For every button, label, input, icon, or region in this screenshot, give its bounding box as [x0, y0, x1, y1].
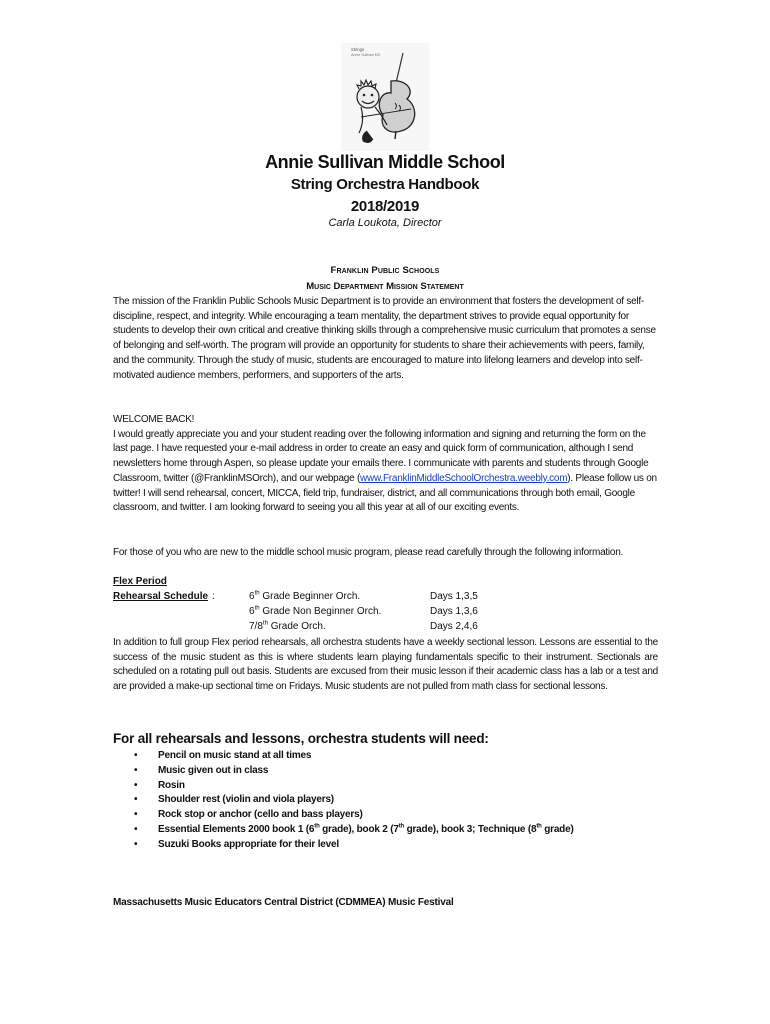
- welcome-text-before-link: I would greatly appreciate you and your student reading over the following information and signing and returning the form on the last page. I have requested your e-mail address in order to create an easy and quick form of communication, although I send newsletters home through Aspen, so please update your emails there. I communicate with parents and students through Google Classroom, twitter (@FranklinMSOrch), and our webpage (: [113, 428, 649, 484]
- schedule-row-grade: 6th Grade Beginner Orch.: [249, 590, 361, 602]
- sectional-text: In addition to full group Flex period rehearsals, all orchestra students have a weekly sectional lesson. Lessons are essential to the success of the music student as this is where students learn playing fundamentals specific to their instrument. Sectionals are scheduled on a rotating pull out basis. Students are excused from their music lesson if their academic class has a lab or a test and are provided a make-up sectional time on Fridays. Music students are not pulled from math class for sectional lessons.: [113, 637, 658, 693]
- bullet-icon: •: [134, 823, 138, 835]
- list-item: • Rock stop or anchor (cello and bass players): [134, 808, 574, 823]
- bullet-icon: •: [134, 764, 138, 776]
- school-year: 2018/2019: [350, 198, 420, 215]
- cello-player-cartoon-icon: [341, 43, 429, 151]
- rehearsal-schedule-colon: :: [212, 591, 215, 602]
- welcome-section: [113, 413, 658, 516]
- flex-period-label: Flex Period: [113, 576, 167, 587]
- director-name: Carla Loukota, Director: [328, 217, 442, 229]
- bullet-icon: •: [134, 809, 138, 821]
- mission-text: The mission of the Franklin Public Schools Music Department is to provide an environment that fosters the development of self-discipline, respect, and integrity. While encouraging a team mentality, the department strives to provide equal opportunity for students to develop their own critical and creative thinking skills through a comprehensive music curriculum that promotes a sense of belonging and self-worth. The program will provide an opportunity for students to share their achievements with peers, family, and the community. Through the study of music, students are encouraged to mature into lifelong learners and develop into self-motivated audience members, performers, and supporters of the arts.: [113, 296, 656, 381]
- list-item: • Rosin: [134, 779, 574, 794]
- supplies-list: [134, 749, 574, 853]
- welcome-text-after-link: ). Please follow us on twitter! I will send rehearsal, concert, MICCA, field trip, fundraiser, district, and all communications through both email, Google classroom, and twitter. I am looking forward to seeing you all this year at all of our exciting events.: [113, 472, 657, 514]
- supplies-heading: For all rehearsals and lessons, orchestra students will need:: [113, 731, 489, 746]
- logo-caption-line1: Strings: [351, 47, 365, 52]
- welcome-heading: WELCOME BACK!: [113, 414, 195, 425]
- rehearsal-schedule-label: Rehearsal Schedule: [113, 591, 209, 602]
- schedule-row-grade: 6th Grade Non Beginner Orch.: [249, 605, 382, 617]
- welcome-body: [113, 428, 658, 516]
- schedule-row-days: Days 2,4,6: [430, 621, 478, 632]
- list-item: • Music given out in class: [134, 764, 574, 779]
- schedule-row-grade: 7/8th Grade Orch.: [249, 620, 326, 632]
- music-festival-heading: Massachusetts Music Educators Central District (CDMMEA) Music Festival: [113, 897, 454, 908]
- handbook-title: String Orchestra Handbook: [290, 176, 480, 193]
- list-item: • Shoulder rest (violin and viola players): [134, 793, 574, 808]
- list-item: • Pencil on music stand at all times: [134, 749, 574, 764]
- logo-caption-line2: Annie Sullivan MS: [351, 53, 381, 57]
- department-name: Franklin Public Schools: [330, 265, 440, 276]
- bullet-icon: •: [134, 794, 138, 806]
- bullet-icon: •: [134, 779, 138, 791]
- bullet-icon: •: [134, 750, 138, 761]
- newcomers-note: [113, 546, 658, 561]
- list-item: • Essential Elements 2000 book 1 (6th grade), book 2 (7th grade), book 3; Technique (8th grade): [134, 823, 574, 838]
- mission-statement: [113, 295, 658, 383]
- mission-heading: Music Department Mission Statement: [306, 281, 464, 292]
- school-name: Annie Sullivan Middle School: [265, 152, 505, 172]
- schedule-row-days: Days 1,3,5: [430, 591, 478, 602]
- bullet-icon: •: [134, 838, 138, 850]
- newcomers-text: For those of you who are new to the middle school music program, please read carefully through the following information.: [113, 547, 624, 558]
- list-item: • Suzuki Books appropriate for their level: [134, 838, 574, 853]
- sectional-lessons-paragraph: [113, 636, 658, 695]
- orchestra-website-link[interactable]: www.FranklinMiddleSchoolOrchestra.weebly.com: [360, 472, 568, 484]
- schedule-row-days: Days 1,3,6: [430, 606, 478, 617]
